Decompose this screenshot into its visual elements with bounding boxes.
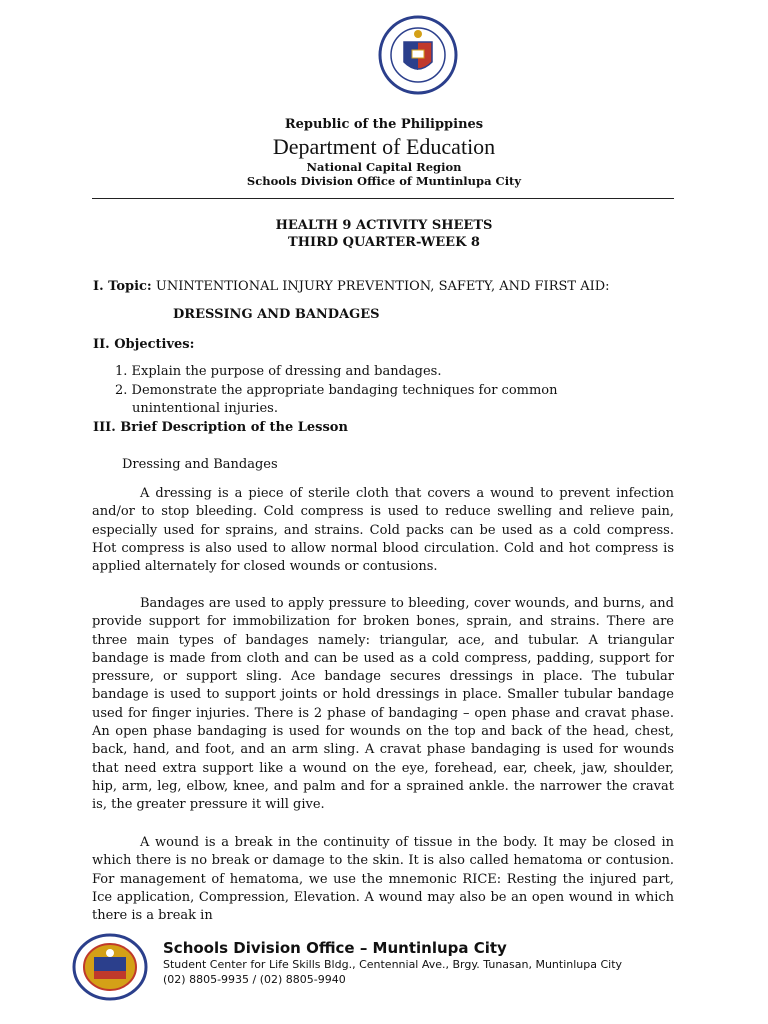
department-heading: Department of Education [272, 134, 496, 159]
footer-office-name: Schools Division Office – Muntinlupa City [163, 939, 507, 957]
objective-item: 2. Demonstrate the appropriate bandaging techniques for common [115, 383, 558, 398]
lesson-paragraph [92, 834, 674, 925]
topic-line [93, 279, 610, 294]
lesson-paragraph [92, 595, 674, 815]
lesson-heading: III. Brief Description of the Lesson [93, 420, 348, 435]
republic-heading: Republic of the Philippines [284, 117, 484, 132]
paragraph-text: A dressing is a piece of sterile cloth that covers a wound to prevent infection and/or to stop bleeding. Cold compress is used to reduce swelling and relieve pain, especially used for sprains, and strains. Cold packs can be used as a cold compress. Hot compress is also used to allow normal blood circulation. Cold and hot compress is applied alternately for closed wounds or contusions. [92, 486, 674, 575]
footer-address: Student Center for Life Skills Bldg., Centennial Ave., Brgy. Tunasan, Muntinlupa City [163, 958, 623, 971]
objective-item-continuation: unintentional injuries. [132, 401, 278, 416]
sheet-title: HEALTH 9 ACTIVITY SHEETS [275, 218, 493, 233]
sheet-subtitle: THIRD QUARTER-WEEK 8 [288, 235, 480, 250]
objective-item: 1. Explain the purpose of dressing and bandages. [115, 364, 442, 379]
objectives-heading: II. Objectives: [93, 337, 195, 352]
topic-subtitle: DRESSING AND BANDAGES [173, 307, 380, 322]
topic-text: UNINTENTIONAL INJURY PREVENTION, SAFETY, AND FIRST AID: [155, 279, 610, 294]
region-heading: National Capital Region [306, 160, 462, 174]
topic-label: I. Topic: [93, 279, 152, 294]
footer [70, 933, 720, 993]
paragraph-text: Bandages are used to apply pressure to bleeding, cover wounds, and burns, and provide support for immobilization for broken bones, sprain, and strains. There are three main types of bandages namely: triangular, ace, and tubular. A triangular bandage is made from cloth and can be used as a cold compress, padding, support for pressure, or support sling. Ace bandage secures dressings in place. The tubular bandage is used to support joints or hold dressings in place. Smaller tubular bandage used for finger injuries. There is 2 phase of bandaging – open phase and cravat phase. An open phase bandaging is used for wounds on the top and back of the head, chest, back, hand, and foot, and an arm sling. A cravat phase bandaging is used for wounds that need extra support like a wound on the eye, forehead, ear, cheek, jaw, shoulder, hip, arm, leg, elbow, knee, and palm and for a sprained ankle. the narrower the cravat is, the greater pressure it will give. [92, 596, 674, 813]
footer-phone: (02) 8805-9935 / (02) 8805-9940 [163, 973, 346, 986]
header-divider [92, 198, 674, 199]
deped-seal-icon [378, 12, 458, 98]
lesson-subheading: Dressing and Bandages [122, 457, 278, 472]
division-seal-icon [70, 933, 155, 1003]
division-heading: Schools Division Office of Muntinlupa City [246, 174, 522, 188]
lesson-paragraph [92, 485, 674, 576]
paragraph-text: A wound is a break in the continuity of tissue in the body. It may be closed in which there is no break or damage to the skin. It is also called hematoma or contusion. For management of hematoma, we use the mnemonic RICE: Resting the injured part, Ice application, Compression, Elevation. A wound may also be an open wound in which there is a break in [92, 835, 674, 924]
